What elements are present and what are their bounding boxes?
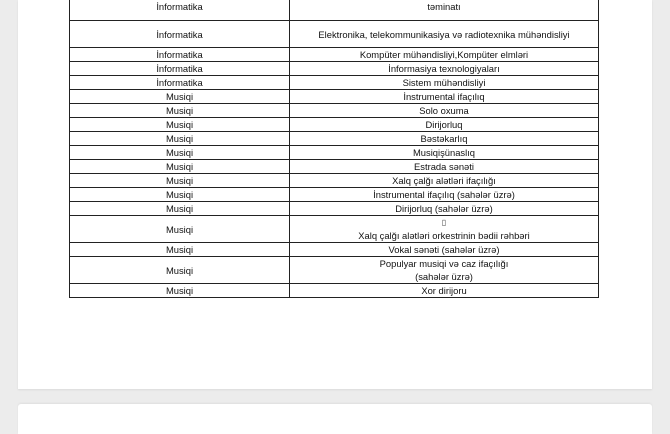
subject-cell: İnformatika [70, 62, 290, 76]
table-row [70, 202, 599, 216]
specialty-line: Xalq çalğı alətləri orkestrinin bədii rəhbəri [358, 230, 530, 241]
next-document-page [18, 404, 652, 434]
subject-cell: Musiqi [70, 132, 290, 146]
specialty-cell [290, 257, 599, 284]
table-row [70, 48, 599, 62]
table-row [70, 160, 599, 174]
specialty-cell [290, 0, 599, 21]
table-row [70, 132, 599, 146]
table-row [70, 104, 599, 118]
specialty-cell: İnformasiya texnologiyaları [290, 62, 599, 76]
subject-cell: Musiqi [70, 257, 290, 284]
subject-cell: İnformatika [70, 48, 290, 62]
subject-cell: Musiqi [70, 118, 290, 132]
subject-cell: Musiqi [70, 243, 290, 257]
table-row [70, 284, 599, 298]
subject-cell: Musiqi [70, 202, 290, 216]
specialty-cell: Kompüter mühəndisliyi,Kompüter elmləri [290, 48, 599, 62]
specialty-cell: Sistem mühəndisliyi [290, 76, 599, 90]
specialty-cell: İnstrumental ifaçılıq (sahələr üzrə) [290, 188, 599, 202]
table-row [70, 0, 599, 21]
table-row [70, 90, 599, 104]
table-row [70, 21, 599, 48]
subject-cell: Musiqi [70, 216, 290, 243]
specialty-cell: Solo oxuma [290, 104, 599, 118]
specialty-table-body [70, 0, 599, 298]
subject-cell: İnformatika [70, 76, 290, 90]
subject-cell: İnformatika [70, 21, 290, 48]
subject-cell: İnformatika [70, 0, 290, 21]
subject-cell: Musiqi [70, 188, 290, 202]
table-row [70, 188, 599, 202]
table-row [70, 216, 599, 243]
specialty-cell: Xalq çalğı alətləri ifaçılığı [290, 174, 599, 188]
table-row [70, 118, 599, 132]
specialty-line: təminatı [427, 1, 461, 12]
specialty-cell: Vokal sənəti (sahələr üzrə) [290, 243, 599, 257]
subject-cell: Musiqi [70, 146, 290, 160]
table-row [70, 257, 599, 284]
subject-cell: Musiqi [70, 284, 290, 298]
specialty-cell: İnstrumental ifaçılıq [290, 90, 599, 104]
specialty-cell: Estrada sənəti [290, 160, 599, 174]
subject-cell: Musiqi [70, 104, 290, 118]
table-row [70, 243, 599, 257]
table-row [70, 76, 599, 90]
document-page [18, 0, 652, 389]
subject-cell: Musiqi [70, 90, 290, 104]
specialty-cell: Musiqişünaslıq [290, 146, 599, 160]
specialty-cell: Bəstəkarlıq [290, 132, 599, 146]
specialty-cell: Dirijorluq (sahələr üzrə) [290, 202, 599, 216]
table-row [70, 146, 599, 160]
specialty-table [69, 0, 599, 298]
specialty-cell [290, 216, 599, 243]
specialty-cell: Xor dirijoru [290, 284, 599, 298]
specialty-cell: Elektronika, telekommunikasiya və radiotexnika mühəndisliyi [290, 21, 599, 48]
subject-cell: Musiqi [70, 160, 290, 174]
table-row [70, 174, 599, 188]
missing-glyph-icon: ▯ [441, 218, 447, 227]
subject-cell: Musiqi [70, 174, 290, 188]
specialty-cell: Dirijorluq [290, 118, 599, 132]
specialty-line: (sahələr üzrə) [415, 271, 473, 282]
table-row [70, 62, 599, 76]
specialty-line: Populyar musiqi və caz ifaçılığı [379, 258, 509, 269]
